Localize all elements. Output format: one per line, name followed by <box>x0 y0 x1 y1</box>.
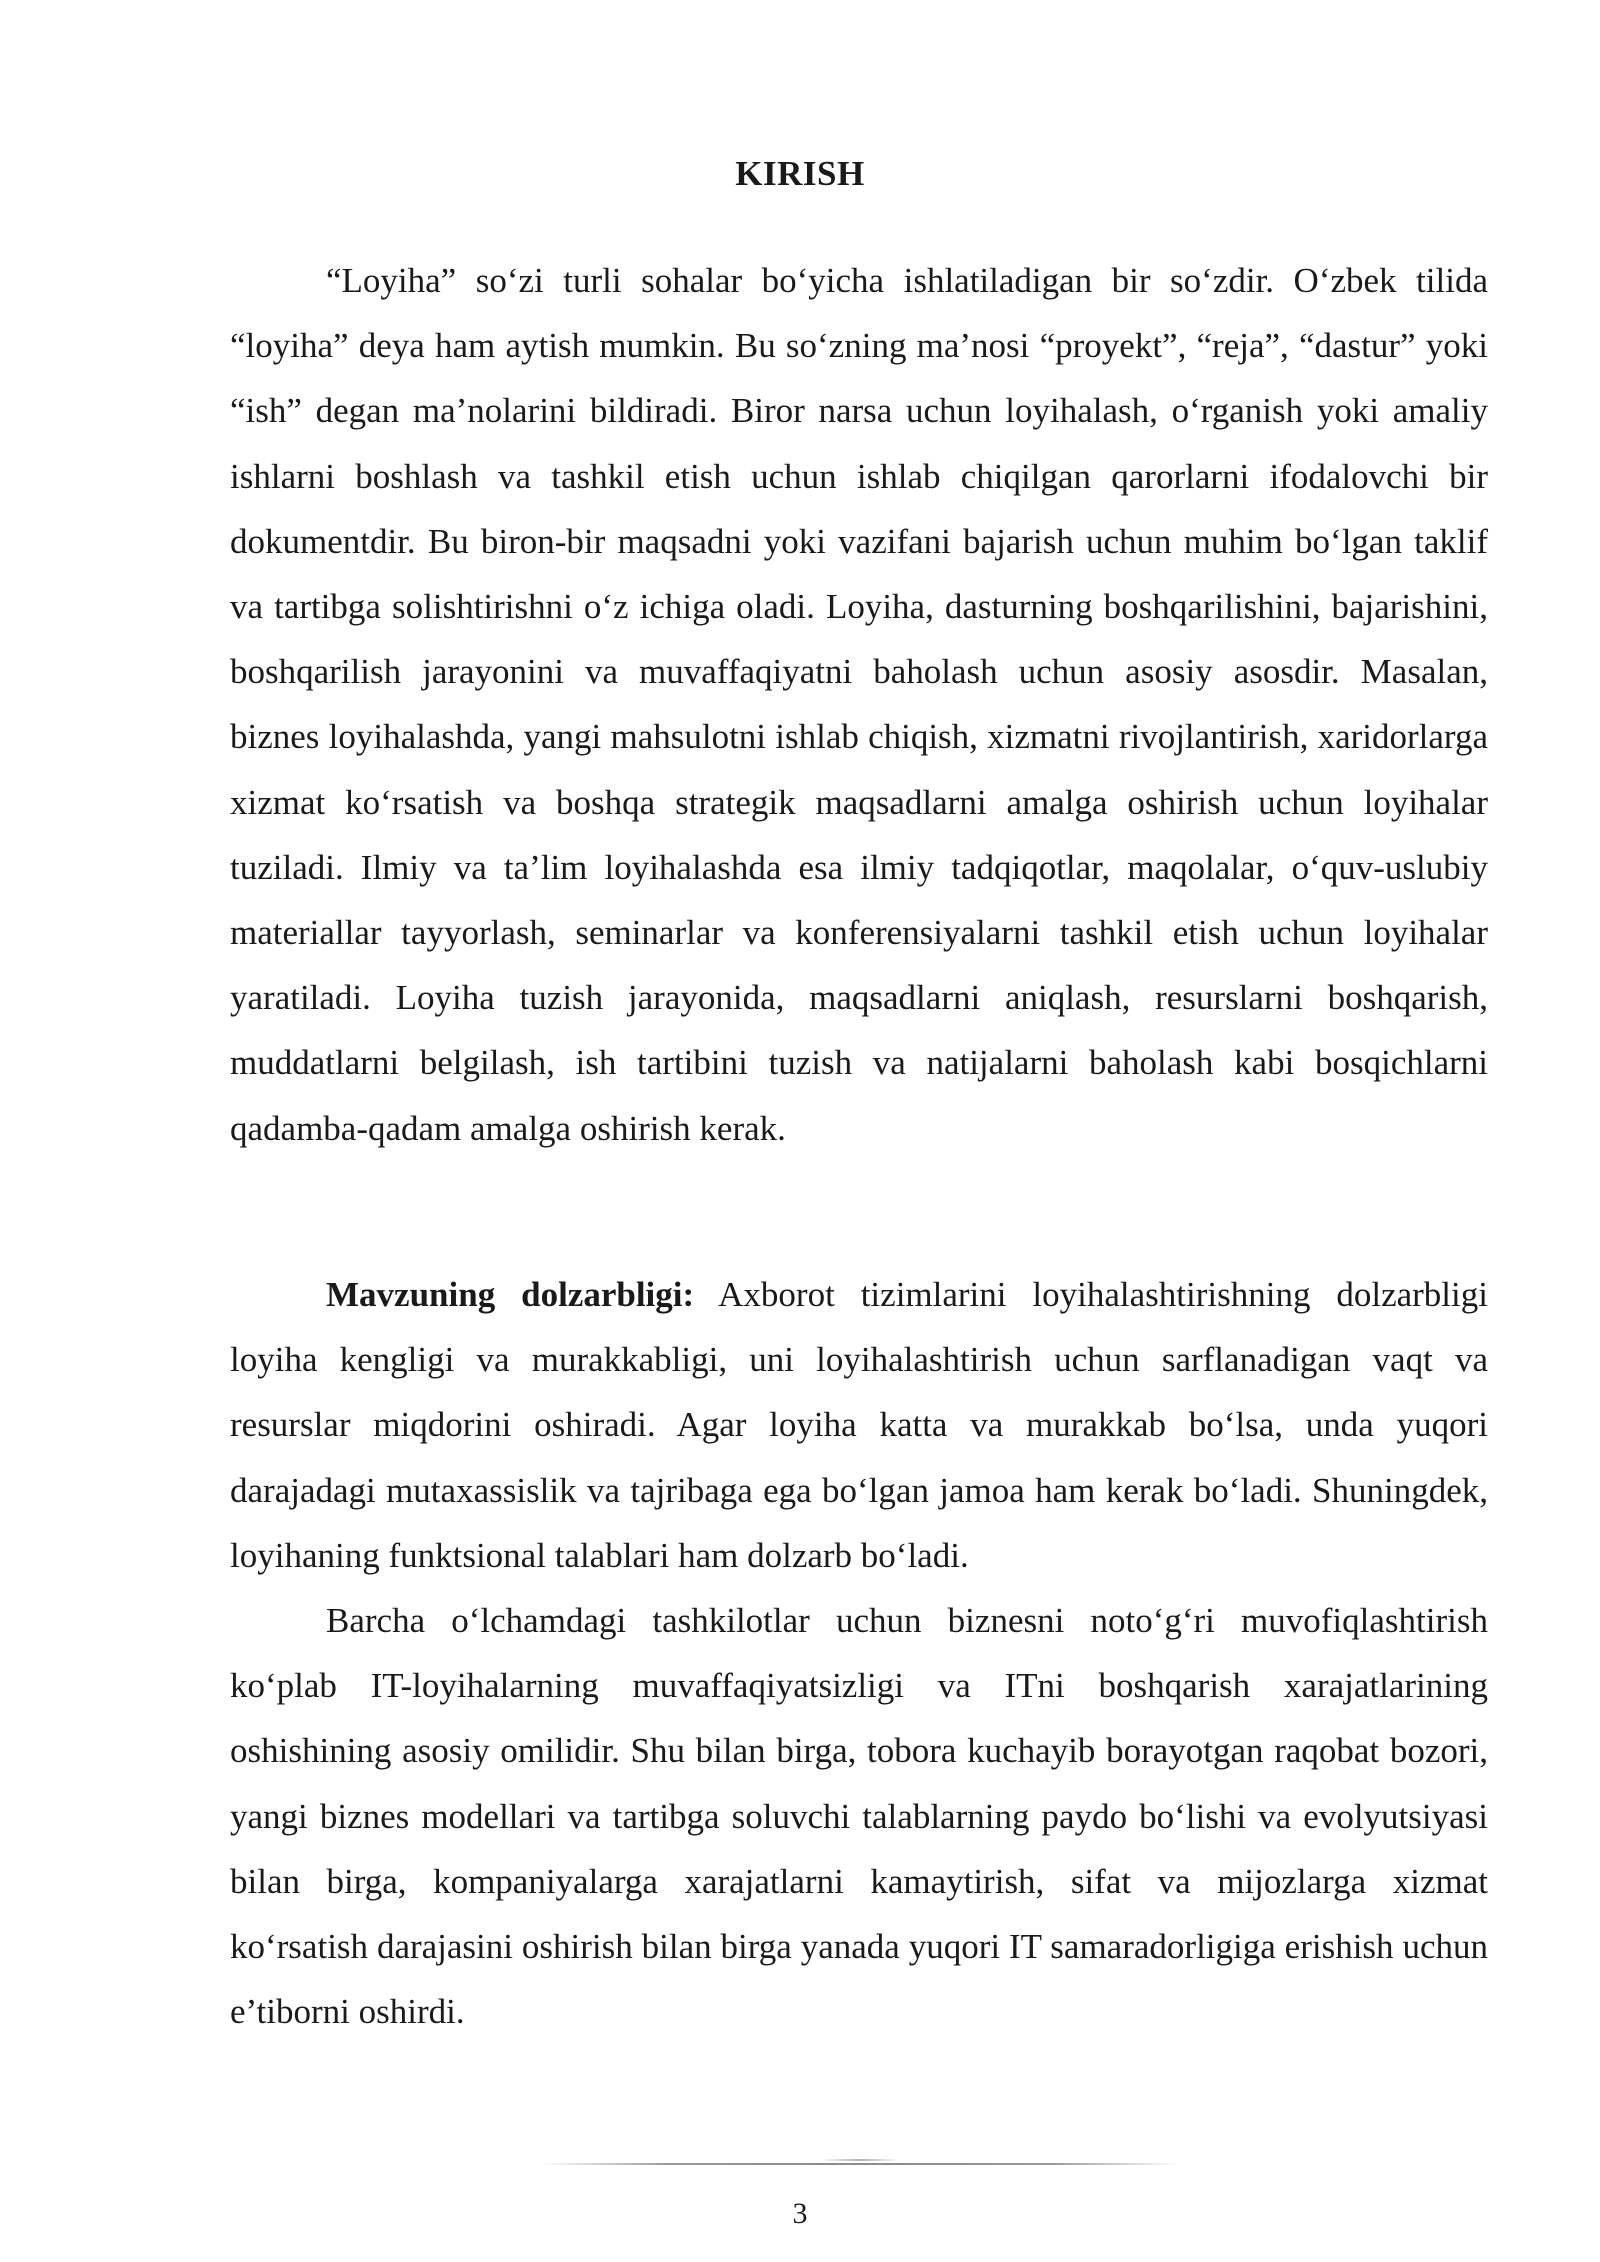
page-title: KIRISH <box>735 154 865 193</box>
relevance-section <box>230 1262 1488 2044</box>
footer-ornament <box>820 2159 900 2161</box>
page-number: 3 <box>792 2197 808 2230</box>
footer-divider <box>540 2163 1180 2165</box>
relevance-paragraph <box>230 1262 1488 1588</box>
relevance-text: Axborot tizimlarini loyihalashtirishning dolzarbligi loyiha kengligi va murakkabligi, uni loyihalashtirish uchun sarflanadigan vaqt va resurslar miqdorini oshiradi. Agar loyiha katta va murakkab bo‘lsa, unda yuqori darajadagi mutaxassislik va tajribaga ega bo‘lgan jamoa ham kerak bo‘ladi. Shuningdek, loyihaning funktsional talablari ham dolzarb bo‘ladi. <box>230 1275 1488 1575</box>
relevance-label: Mavzuning dolzarbligi: <box>326 1275 695 1314</box>
intro-paragraph: “Loyiha” so‘zi turli sohalar bo‘yicha ishlatiladigan bir so‘zdir. O‘zbek tilida “loyiha” deya ham aytish mumkin. Bu so‘zning ma’nosi “proyekt”, “reja”, “dastur” yoki “ish” degan ma’nolarini bildiradi. Biror narsa uchun loyihalash, o‘rganish yoki amaliy ishlarni boshlash va tashkil etish uchun ishlab chiqilgan qarorlarni ifodalovchi bir dokumentdir. Bu biron-bir maqsadni yoki vazifani bajarish uchun muhim bo‘lgan taklif va tartibga solishtirishni o‘z ichiga oladi. Loyiha, dasturning boshqarilishini, bajarishini, boshqarilish jarayonini va muvaffaqiyatni baholash uchun asosiy asosdir. Masalan, biznes loyihalashda, yangi mahsulotni ishlab chiqish, xizmatni rivojlantirish, xaridorlarga xizmat ko‘rsatish va boshqa strategik maqsadlarni amalga oshirish uchun loyihalar tuziladi. Ilmiy va ta’lim loyihalashda esa ilmiy tadqiqotlar, maqolalar, o‘quv-uslubiy materiallar tayyorlash, seminarlar va konferensiyalarni tashkil etish uchun loyihalar yaratiladi. Loyiha tuzish jarayonida, maqsadlarni aniqlash, resurslarni boshqarish, muddatlarni belgilash, ish tartibini tuzish va natijalarni baholash kabi bosqichlarni qadamba-qadam amalga oshirish kerak. <box>230 261 1488 1148</box>
intro-section <box>230 248 1488 1161</box>
third-paragraph: Barcha o‘lchamdagi tashkilotlar uchun biznesni noto‘g‘ri muvofiqlashtirish ko‘plab IT-loyihalarning muvaffaqiyatsizligi va ITni boshqarish xarajatlarining oshishining asosiy omilidir. Shu bilan birga, tobora kuchayib borayotgan raqobat bozori, yangi biznes modellari va tartibga soluvchi talablarning paydo bo‘lishi va evolyutsiyasi bilan birga, kompaniyalarga xarajatlarni kamaytirish, sifat va mijozlarga xizmat ko‘rsatish darajasini oshirish bilan birga yanada yuqori IT samaradorligiga erishish uchun e’tiborni oshirdi. <box>230 1601 1488 2032</box>
